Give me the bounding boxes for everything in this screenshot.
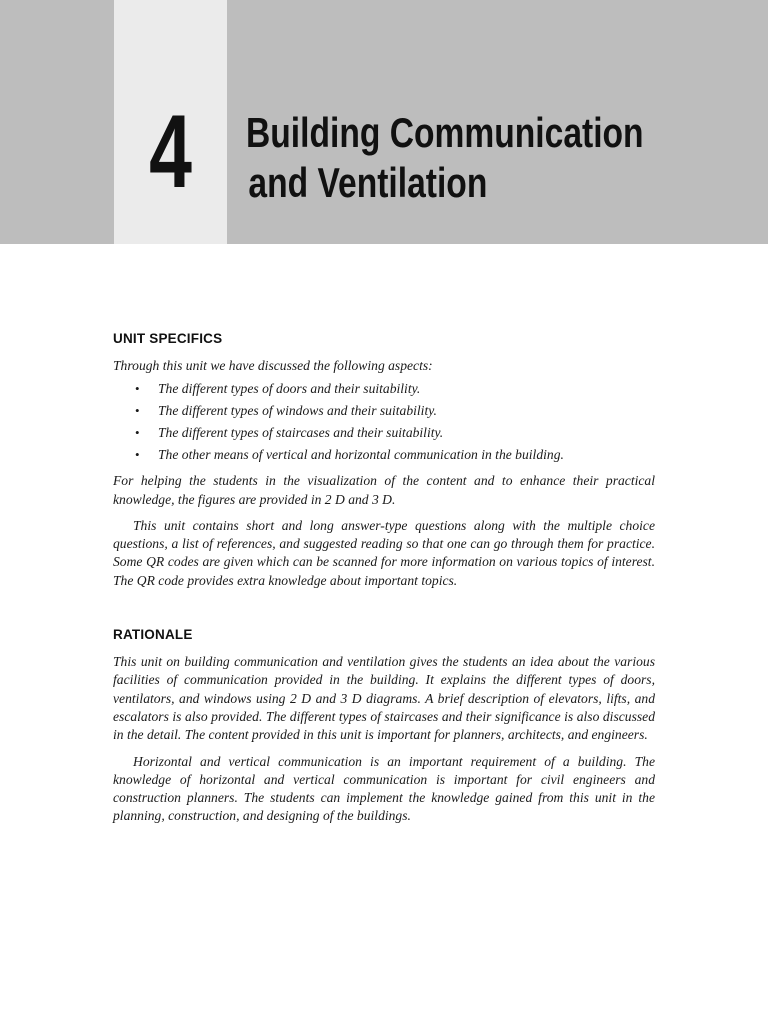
rationale-paragraph-1: This unit on building communication and ventilation gives the students an idea about the various facilities of communication provided in the building. It explains the different types of doors, ventilators, and windows using 2 D and 3 D diagrams. A brief description of elevators, lifts, and escalators is also provided. The different types of staircases and their significance is also discussed in the detail. The content provided in this unit is important for planners, architects, and engineers. (113, 654, 655, 743)
bullet-icon: • (135, 425, 140, 441)
list-item-text: The different types of windows and their suitability. (158, 403, 437, 419)
unit-specifics-intro: Through this unit we have discussed the following aspects: (113, 358, 433, 373)
list-item-text: The other means of vertical and horizontal communication in the building. (158, 447, 564, 463)
bullet-icon: • (135, 447, 140, 463)
page-content (113, 330, 655, 826)
unit-specifics-paragraph-1: For helping the students in the visualization of the content and to enhance their practical knowledge, the figures are provided in 2 D and 3 D. (113, 473, 655, 507)
list-item-text: The different types of staircases and their suitability. (158, 425, 444, 441)
chapter-title-line-2: and Ventilation (248, 159, 488, 206)
bullet-icon: • (135, 381, 140, 397)
unit-specifics-paragraph-2: This unit contains short and long answer-type questions along with the multiple choice questions, a list of references, and suggested reading so that one can go through them for practice. Some QR codes are given which can be scanned for more information on various topics of interest. The QR code provides extra knowledge about important topics. (113, 517, 655, 588)
chapter-title (246, 108, 644, 208)
list-item (113, 378, 655, 400)
list-item (113, 400, 655, 422)
chapter-title-line-1: Building Communication (246, 109, 644, 156)
rationale-heading: RATIONALE (113, 627, 193, 643)
list-item (113, 422, 655, 444)
aspects-list (113, 378, 655, 466)
list-item (113, 444, 655, 466)
chapter-number: 4 (149, 94, 192, 210)
bullet-icon: • (135, 403, 140, 419)
unit-specifics-heading: UNIT SPECIFICS (113, 331, 223, 346)
list-item-text: The different types of doors and their suitability. (158, 381, 421, 397)
rationale-paragraph-2: Horizontal and vertical communication is an important requirement of a building. The knowledge of horizontal and vertical communication is important for civil engineers and construction planners. The students can implement the knowledge gained from this unit in the planning, construction, and designing of the buildings. (113, 753, 655, 824)
